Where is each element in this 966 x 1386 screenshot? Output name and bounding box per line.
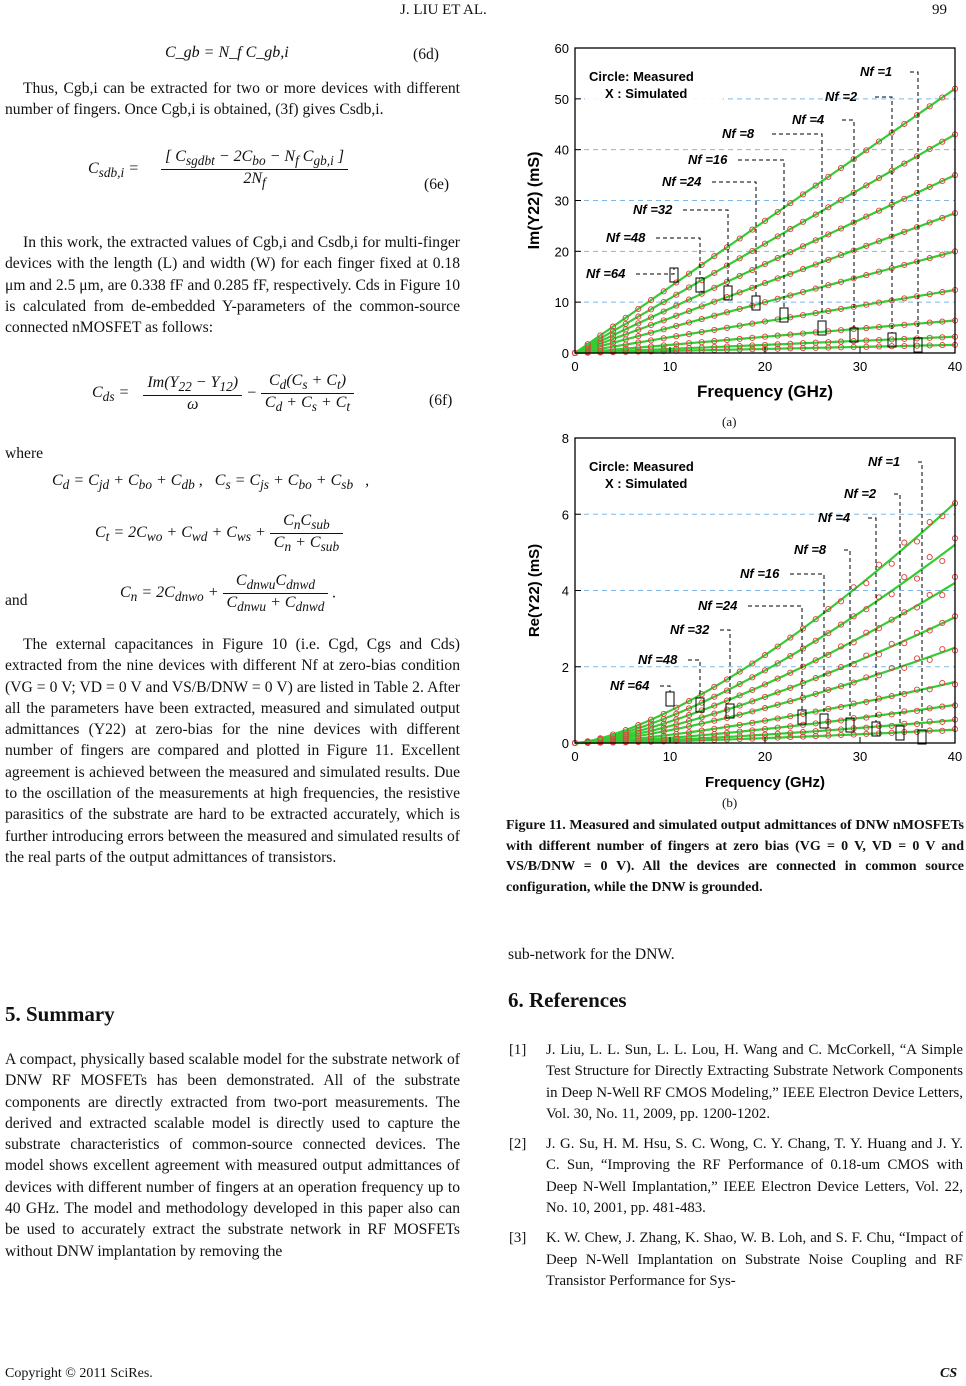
where-label: where	[5, 445, 44, 462]
y-tick-label: 30	[554, 193, 569, 209]
series-label: Nf =4	[818, 510, 851, 525]
paragraph-cgb-text: Thus, Cgb,i can be extracted for two or more devices with different number of fingers. Once Cgb,i is obtained, (3f) gives Csdb,i.	[5, 80, 460, 119]
y-tick-label: 4	[561, 583, 569, 599]
x-tick-label: 20	[757, 359, 773, 374]
equation-ct: $C_t = 2C_{wo} + C_{wd} + C_{ws}$ + $\frac{C_nC_{sub}}{C_n + C_{sub}}$	[95, 512, 343, 555]
reference-text: J. Liu, L. L. Sun, L. L. Lou, H. Wang and C. McCorkell, “A Simple Test Structure for Directly Extracting Substrate Network Components in Deep N-Well RF CMOS Modeling,” IEEE Electron Device Letters, Vol. 30, No. 11, 2009, pp. 1200-1202.	[546, 1042, 963, 1122]
series-label: Nf =2	[844, 486, 877, 501]
x-tick-label: 30	[852, 749, 868, 764]
series-label: Nf =48	[638, 652, 678, 667]
series-label: Nf =24	[662, 174, 702, 189]
measured-point	[940, 647, 945, 652]
y-axis-label: Im(Y22) (mS)	[526, 151, 543, 250]
measured-point	[876, 562, 881, 567]
paragraph-extracted-values-text: In this work, the extracted values of Cgb,i and Csdb,i for multi-finger devices with the length (L) and width (W) for each finger fixed at 0.18 μm and 2.5 μm, are 0.338 fF and 0.285 fF, respectively. Cds in Figure 10 is calculated from de-embedded Y-parameters of the common-source connected nMOSFET as follows:	[5, 234, 460, 337]
figure-11b-label: (b)	[722, 795, 738, 810]
series-label: Nf =32	[670, 622, 710, 637]
y-axis-label: Re(Y22) (mS)	[526, 543, 543, 638]
measured-point	[940, 558, 945, 563]
series-6	[572, 173, 957, 356]
leader-line	[868, 518, 876, 722]
figure-11b-chart	[500, 428, 966, 800]
x-axis-label: Frequency (GHz)	[704, 774, 826, 791]
y-tick-label: 8	[561, 431, 569, 446]
leader-line	[688, 660, 700, 698]
reference-item	[509, 1040, 963, 1125]
reference-text: K. W. Chew, J. Zhang, K. Shao, W. B. Loh, and S. F. Chu, “Impact of Deep N-Well Implantation on Substrate Noise Coupling and RF Transistor Performance for Sys-	[546, 1230, 963, 1289]
series-label: Nf =32	[633, 202, 673, 217]
summary-heading: 5. Summary	[5, 1002, 115, 1026]
reference-item	[509, 1228, 963, 1292]
equation-6e-number: (6e)	[424, 176, 450, 193]
continuation-text-content: sub-network for the DNW.	[508, 946, 675, 963]
y-tick-label: 2	[561, 659, 569, 675]
x-tick-label: 10	[662, 359, 678, 374]
y-tick-label: 0	[561, 736, 569, 751]
series-label: Nf =2	[825, 89, 858, 104]
series-label: Nf =48	[606, 230, 646, 245]
and-label: and	[5, 592, 28, 609]
y-tick-label: 6	[561, 507, 569, 523]
reference-number: [1]	[509, 1042, 527, 1058]
series-label: Nf =8	[794, 542, 827, 557]
paragraph-extracted-values	[5, 232, 460, 338]
equation-cd-cs: $C_d = C_{jd} + C_{bo} + C_{db}$ , $C_s = C_{js} + C_{bo} + C_{sb}$ ,	[52, 472, 370, 493]
y-tick-label: 40	[554, 142, 569, 158]
y-tick-label: 20	[554, 244, 569, 260]
paragraph-external-capacitances-text: The external capacitances in Figure 10 (i.e. Cgd, Cgs and Cds) extracted from the nine devices with different Nf at zero-bias condition (VG = 0 V; VD = 0 V and VS/B/DNW = 0 V) are listed in Table 2. After all the parameters have been extracted, measured and simulated output admittances (Y22) at zero-bias for the nine devices with different number of fingers are compared and plotted in Figure 11. Excellent agreement is achieved between the measured and simulated results. Due to the oscillation of the measurements at high frequencies, the resistive parasitics of the substrate are hard to be extracted accurately, which is further introducing errors between the measured and simulated results of the real parts of the output admittances of transistors.	[5, 636, 460, 866]
y-tick-label: 0	[561, 346, 569, 361]
reference-number: [3]	[509, 1230, 527, 1247]
x-tick-label: 0	[571, 749, 579, 764]
series-label: Nf =1	[860, 64, 893, 79]
series-8	[572, 86, 957, 356]
figure-11a-label: (a)	[722, 414, 737, 429]
measured-point	[889, 561, 894, 566]
y-tick-label: 50	[554, 91, 569, 107]
reference-list	[509, 1040, 963, 1301]
measured-point	[940, 593, 945, 598]
equation-6d: C_gb = N_f C_gb,i	[165, 44, 289, 61]
equation-cn: $C_n = 2C_{dnwo}$ + $\frac{C_{dnwu}C_{dnwd}}{C_{dnwu} + C_{dnwd}}$ .	[120, 572, 337, 615]
leader-line	[636, 268, 674, 274]
figure-11-caption: Figure 11. Measured and simulated output admittances of DNW nMOSFETs with different number of fingers at zero bias (VG = 0 V, VD = 0 V and VS/B/DNW = 0 V). All the devices are connected in common source configuration, while the DNW is grounded.	[506, 818, 964, 895]
series-label: Nf =8	[722, 126, 755, 141]
leader-line	[660, 686, 670, 692]
reference-number: [2]	[509, 1136, 527, 1153]
reference-item	[509, 1134, 963, 1219]
x-tick-label: 20	[757, 749, 773, 764]
x-tick-label: 40	[947, 749, 963, 764]
measured-point	[927, 555, 932, 560]
series-label: Nf =4	[792, 112, 825, 127]
series-label: Nf =64	[586, 266, 626, 281]
copyright: Copyright © 2011 SciRes.	[5, 1366, 153, 1381]
x-tick-label: 10	[662, 749, 678, 764]
equation-6e: $C_{sdb,i}$ = $\frac{[ C_{sgdbt} - 2C_{bo} - N_f C_{gb,i} ]}{2N_f}$	[88, 148, 348, 191]
legend-measured: Circle: Measured	[589, 69, 694, 84]
leader-line	[683, 210, 728, 286]
measured-point	[927, 592, 932, 597]
measured-point	[902, 575, 907, 580]
simulated-line	[575, 89, 955, 353]
marker-box	[666, 692, 674, 706]
equation-6f-number: (6f)	[429, 392, 453, 409]
page-number: 99	[932, 2, 947, 18]
summary-paragraph-text: A compact, physically based scalable model for the substrate network of DNW RF MOSFETs has been demonstrated. All of the substrate components are directly extracted from two-port measurements. The derived and extracted scalable model is directly used to capture the substrate characteristics of common-source connected devices. The model shows excellent agreement with measured output admittances of devices with different number of fingers at an operation frequency up to 40 GHz. The model and methodology developed in this paper also can be used to accurately extract the substrate network in RF MOSFETs without DNW implantation by removing the	[5, 1051, 460, 1260]
measured-point	[889, 592, 894, 597]
leader-line	[894, 494, 900, 726]
measured-point	[864, 581, 869, 586]
figure-11a-chart	[500, 38, 966, 410]
continuation-text	[508, 944, 963, 965]
legend-measured: Circle: Measured	[589, 459, 694, 474]
series-label: Nf =64	[610, 678, 650, 693]
measured-point	[927, 520, 932, 525]
legend-simulated: X : Simulated	[605, 476, 688, 491]
legend-simulated: X : Simulated	[605, 86, 688, 101]
references-heading: 6. References	[508, 988, 627, 1012]
equation-6f: $C_{ds}$ = $\frac{Im(Y_{22} - Y_{12})}{\omega}$ − $\frac{C_d(C_s + C_t)}{C_d + C_s + C_t}$	[92, 372, 354, 415]
measured-point	[927, 657, 932, 662]
measured-point	[914, 539, 919, 544]
y-tick-label: 10	[554, 295, 569, 311]
series-label: Nf =24	[698, 598, 738, 613]
x-tick-label: 0	[571, 359, 579, 374]
measured-point	[914, 576, 919, 581]
y-tick-label: 60	[554, 41, 569, 56]
journal-abbrev: CS	[940, 1366, 958, 1381]
series-label: Nf =1	[868, 454, 901, 469]
paragraph-cgb	[5, 78, 460, 121]
x-axis-label: Frequency (GHz)	[696, 382, 834, 401]
leader-line	[844, 550, 850, 718]
series-label: Nf =16	[740, 566, 780, 581]
running-head: J. LIU ET AL.	[400, 2, 487, 18]
series-label: Nf =16	[688, 152, 728, 167]
x-tick-label: 30	[852, 359, 868, 374]
paragraph-external-capacitances	[5, 634, 460, 868]
x-tick-label: 40	[947, 359, 963, 374]
equation-6d-number: (6d)	[413, 46, 439, 63]
simulated-line	[575, 583, 955, 743]
reference-text: J. G. Su, H. M. Hsu, S. C. Wong, C. Y. Chang, T. Y. Huang and J. Y. C. Sun, “Improving the RF Performance of 0.18-um CMOS with Deep N-Well Implantation,” IEEE Electron Device Letters, Vol. 22, No. 10, 2001, pp. 481-483.	[546, 1136, 963, 1217]
measured-point	[902, 540, 907, 545]
summary-paragraph	[5, 1049, 460, 1262]
